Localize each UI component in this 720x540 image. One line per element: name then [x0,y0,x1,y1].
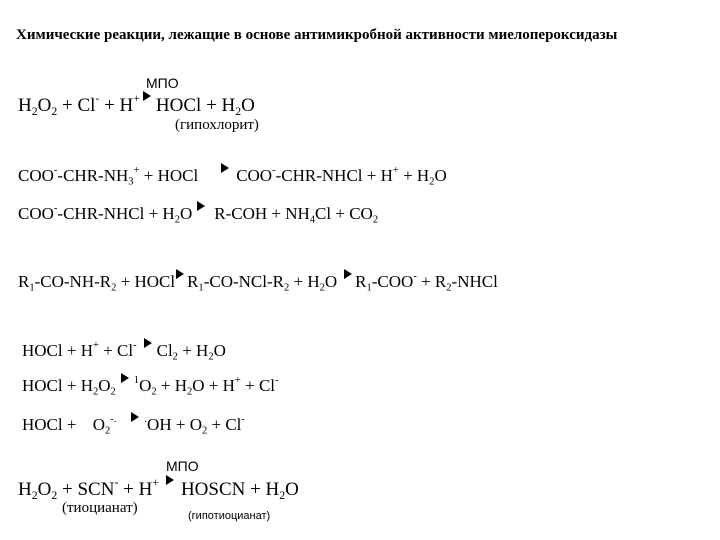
enzyme-label-2: МПО [166,458,199,474]
reaction-3-left: COO--CHR-NHCl + $H_2O$ [18,203,193,226]
reaction-1-right: HOCl + $H_2O$ [155,94,255,118]
reaction-5-right: $Cl_2 + H_2O$ [156,340,226,363]
reaction-4 [18,271,498,294]
reaction-8-left: $H_2O_2 + SCN^- + H^+$ [18,476,159,502]
reaction-7-left: HOCl + $O_2^{-.}$ [22,414,117,437]
reaction-6 [22,375,279,398]
page-title: Химические реакции, лежащие в основе антимикробной активности миелопероксидазы [16,27,618,43]
reaction-4-b: $R_1-CO-NCl-R_2 + H_2O$ [187,271,338,294]
reaction-6-left: HOCl + $H_2O_2$ [22,375,116,398]
reaction-1-left: $H_2O_2 + Cl^- + H^+$ [18,92,140,118]
reaction-8 [18,476,299,503]
reaction-3 [18,203,378,226]
reaction-3-right: $R-COH + NH_4Cl + CO_2$ [214,203,379,226]
note-hypochlorite: (гипохлорит) [175,117,259,133]
reaction-8-right: HOSCN + $H_2O$ [180,478,299,502]
reaction-4-a: $R_1-CO-NH-R_2$ + HOCl [18,271,176,294]
reaction-2 [18,165,447,188]
reaction-4-c: $R_1-COO^-$ + $R_2$-NHCl [355,271,498,294]
reaction-6-right: $^1O_2 + H_2O + H^+ + Cl^-$ [133,375,279,398]
reaction-2-right: COO--CHR-NHCl + $H^+ + H_2O$ [236,165,447,188]
enzyme-label-1: МПО [146,75,179,91]
reaction-1 [18,92,255,119]
reaction-5-left: HOCl + H+ + Cl- [22,340,137,360]
reaction-7-right: $^.OH + O_2 + Cl^-$ [144,414,245,437]
reaction-2-left: $COO^--CHR-NH_3^+$ + HOCl [18,165,199,188]
note-hypothiocyanate: (гипотиоцианат) [188,510,271,522]
note-thiocyanate: (тиоцианат) [62,500,138,516]
reaction-5 [22,340,226,363]
reaction-7 [22,414,245,437]
